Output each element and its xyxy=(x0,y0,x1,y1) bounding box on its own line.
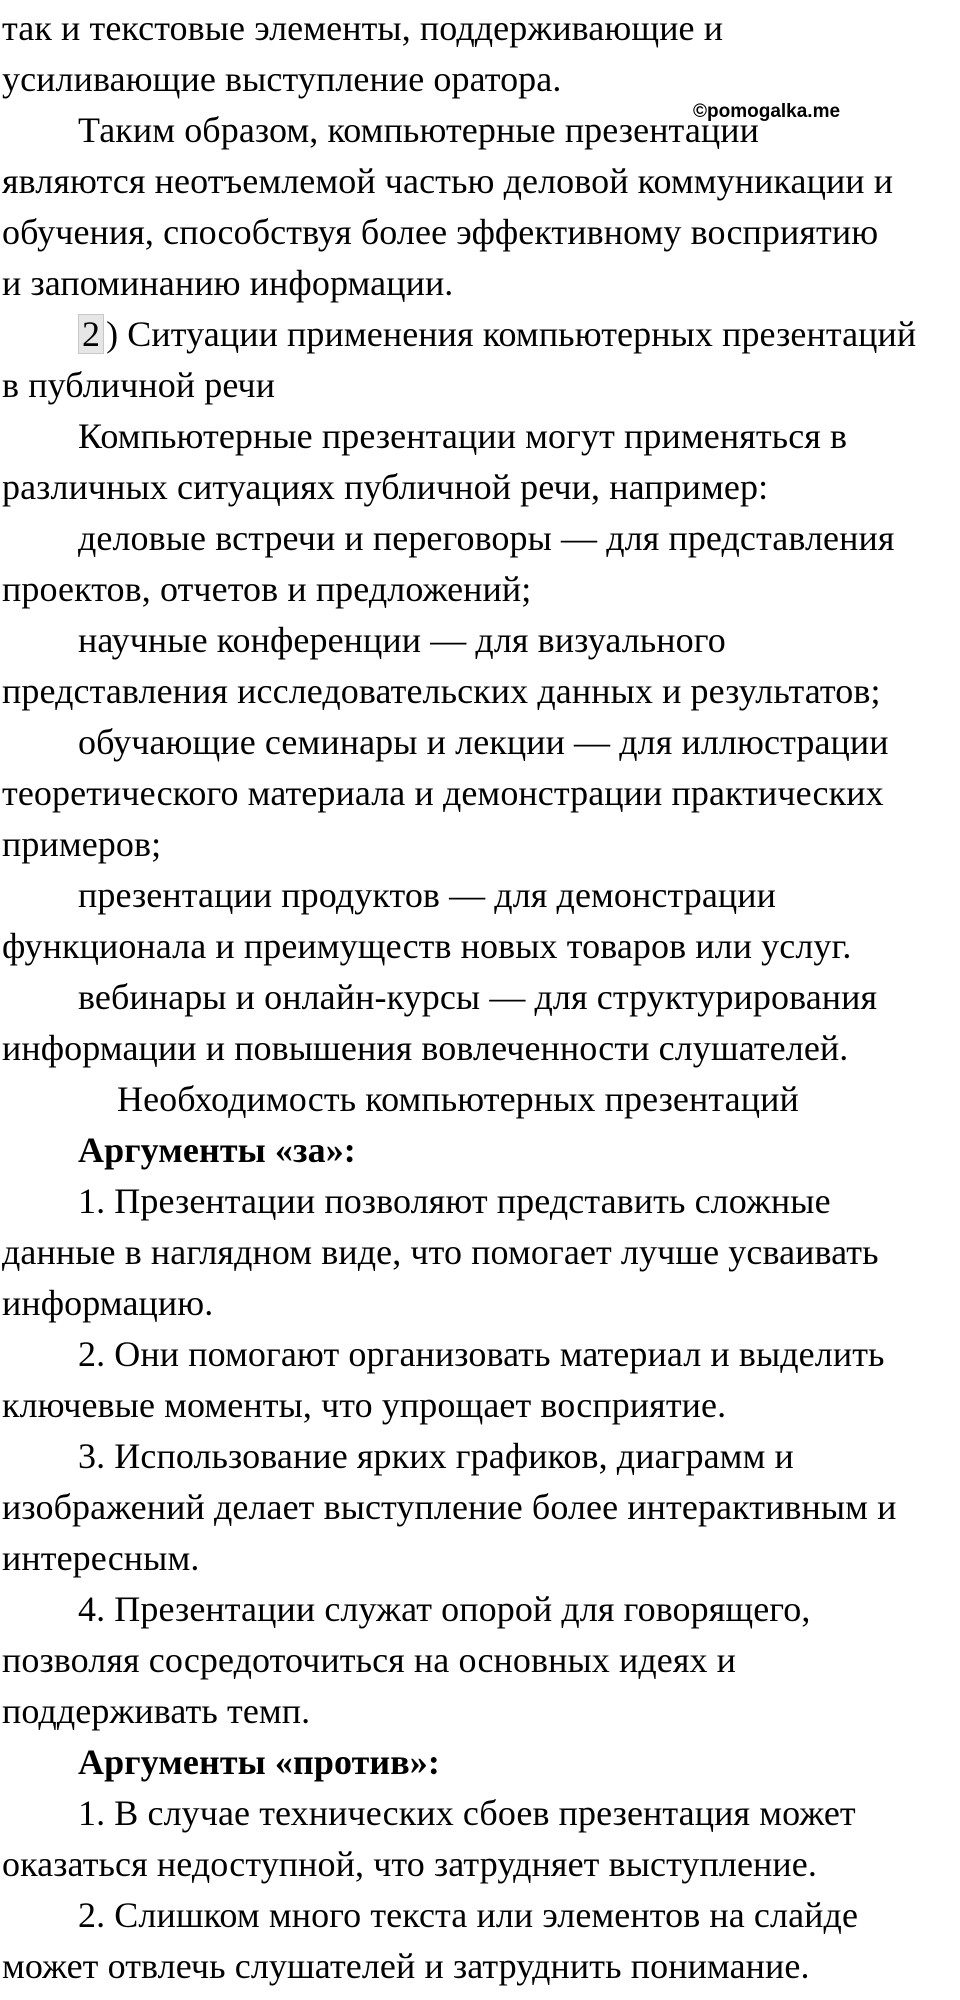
list-item: научные конференции — для визуального xyxy=(78,620,726,660)
text-line: интересным. xyxy=(2,1538,200,1578)
watermark: ©pomogalka.me xyxy=(693,101,841,122)
text-line: так и текстовые элементы, поддерживающие и xyxy=(2,8,724,48)
list-item: обучающие семинары и лекции — для иллюстрации xyxy=(78,722,889,762)
text-line: оказаться недоступной, что затрудняет выступление. xyxy=(2,1844,817,1884)
list-item: 4. Презентации служат опорой для говорящего, xyxy=(78,1589,811,1629)
text-line: поддерживать темп. xyxy=(2,1691,311,1731)
text-line: информации и повышения вовлеченности слушателей. xyxy=(2,1028,849,1068)
text-line: в публичной речи xyxy=(2,365,276,405)
list-item: 3. Использование ярких графиков, диаграмм и xyxy=(78,1436,794,1476)
text-line: функционала и преимуществ новых товаров или услуг. xyxy=(2,926,852,966)
text-line: обучения, способствуя более эффективному восприятию xyxy=(2,212,879,252)
text-line: Компьютерные презентации могут применяться в xyxy=(78,416,848,456)
section-heading-text: ) Ситуации применения компьютерных презентаций xyxy=(106,314,917,354)
text-line: позволяя сосредоточиться на основных идеях и xyxy=(2,1640,737,1680)
text-line: теоретического материала и демонстрации практических xyxy=(2,773,884,813)
centered-heading: Необходимость компьютерных презентаций xyxy=(117,1079,799,1119)
text-line: усиливающие выступление оратора. xyxy=(2,59,562,99)
text-line: информацию. xyxy=(2,1283,214,1323)
text-line: являются неотъемлемой частью деловой коммуникации и xyxy=(2,161,894,201)
list-item: 1. Презентации позволяют представить сложные xyxy=(78,1181,831,1221)
list-item: 2. Они помогают организовать материал и выделить xyxy=(78,1334,885,1374)
text-line: Таким образом, компьютерные презентации xyxy=(78,110,760,150)
text-line: и запоминанию информации. xyxy=(2,263,454,303)
section-number: 2 xyxy=(78,314,104,354)
list-item: 2. Слишком много текста или элементов на слайде xyxy=(78,1895,859,1935)
list-item: вебинары и онлайн-курсы — для структурирования xyxy=(78,977,878,1017)
list-item: презентации продуктов — для демонстрации xyxy=(78,875,777,915)
text-line: изображений делает выступление более интерактивным и xyxy=(2,1487,897,1527)
text-line: ключевые моменты, что упрощает восприятие. xyxy=(2,1385,727,1425)
subheading-pro: Аргументы «за»: xyxy=(78,1130,356,1170)
text-line: примеров; xyxy=(2,824,162,864)
text-line: представления исследовательских данных и результатов; xyxy=(2,671,881,711)
list-item: 1. В случае технических сбоев презентация может xyxy=(78,1793,856,1833)
text-line: проектов, отчетов и предложений; xyxy=(2,569,532,609)
text-line: данные в наглядном виде, что помогает лучше усваивать xyxy=(2,1232,879,1272)
section-heading xyxy=(78,309,916,360)
subheading-con: Аргументы «против»: xyxy=(78,1742,440,1782)
text-line: может отвлечь слушателей и затруднить понимание. xyxy=(2,1946,810,1986)
list-item: деловые встречи и переговоры — для представления xyxy=(78,518,895,558)
text-line: различных ситуациях публичной речи, например: xyxy=(2,467,769,507)
